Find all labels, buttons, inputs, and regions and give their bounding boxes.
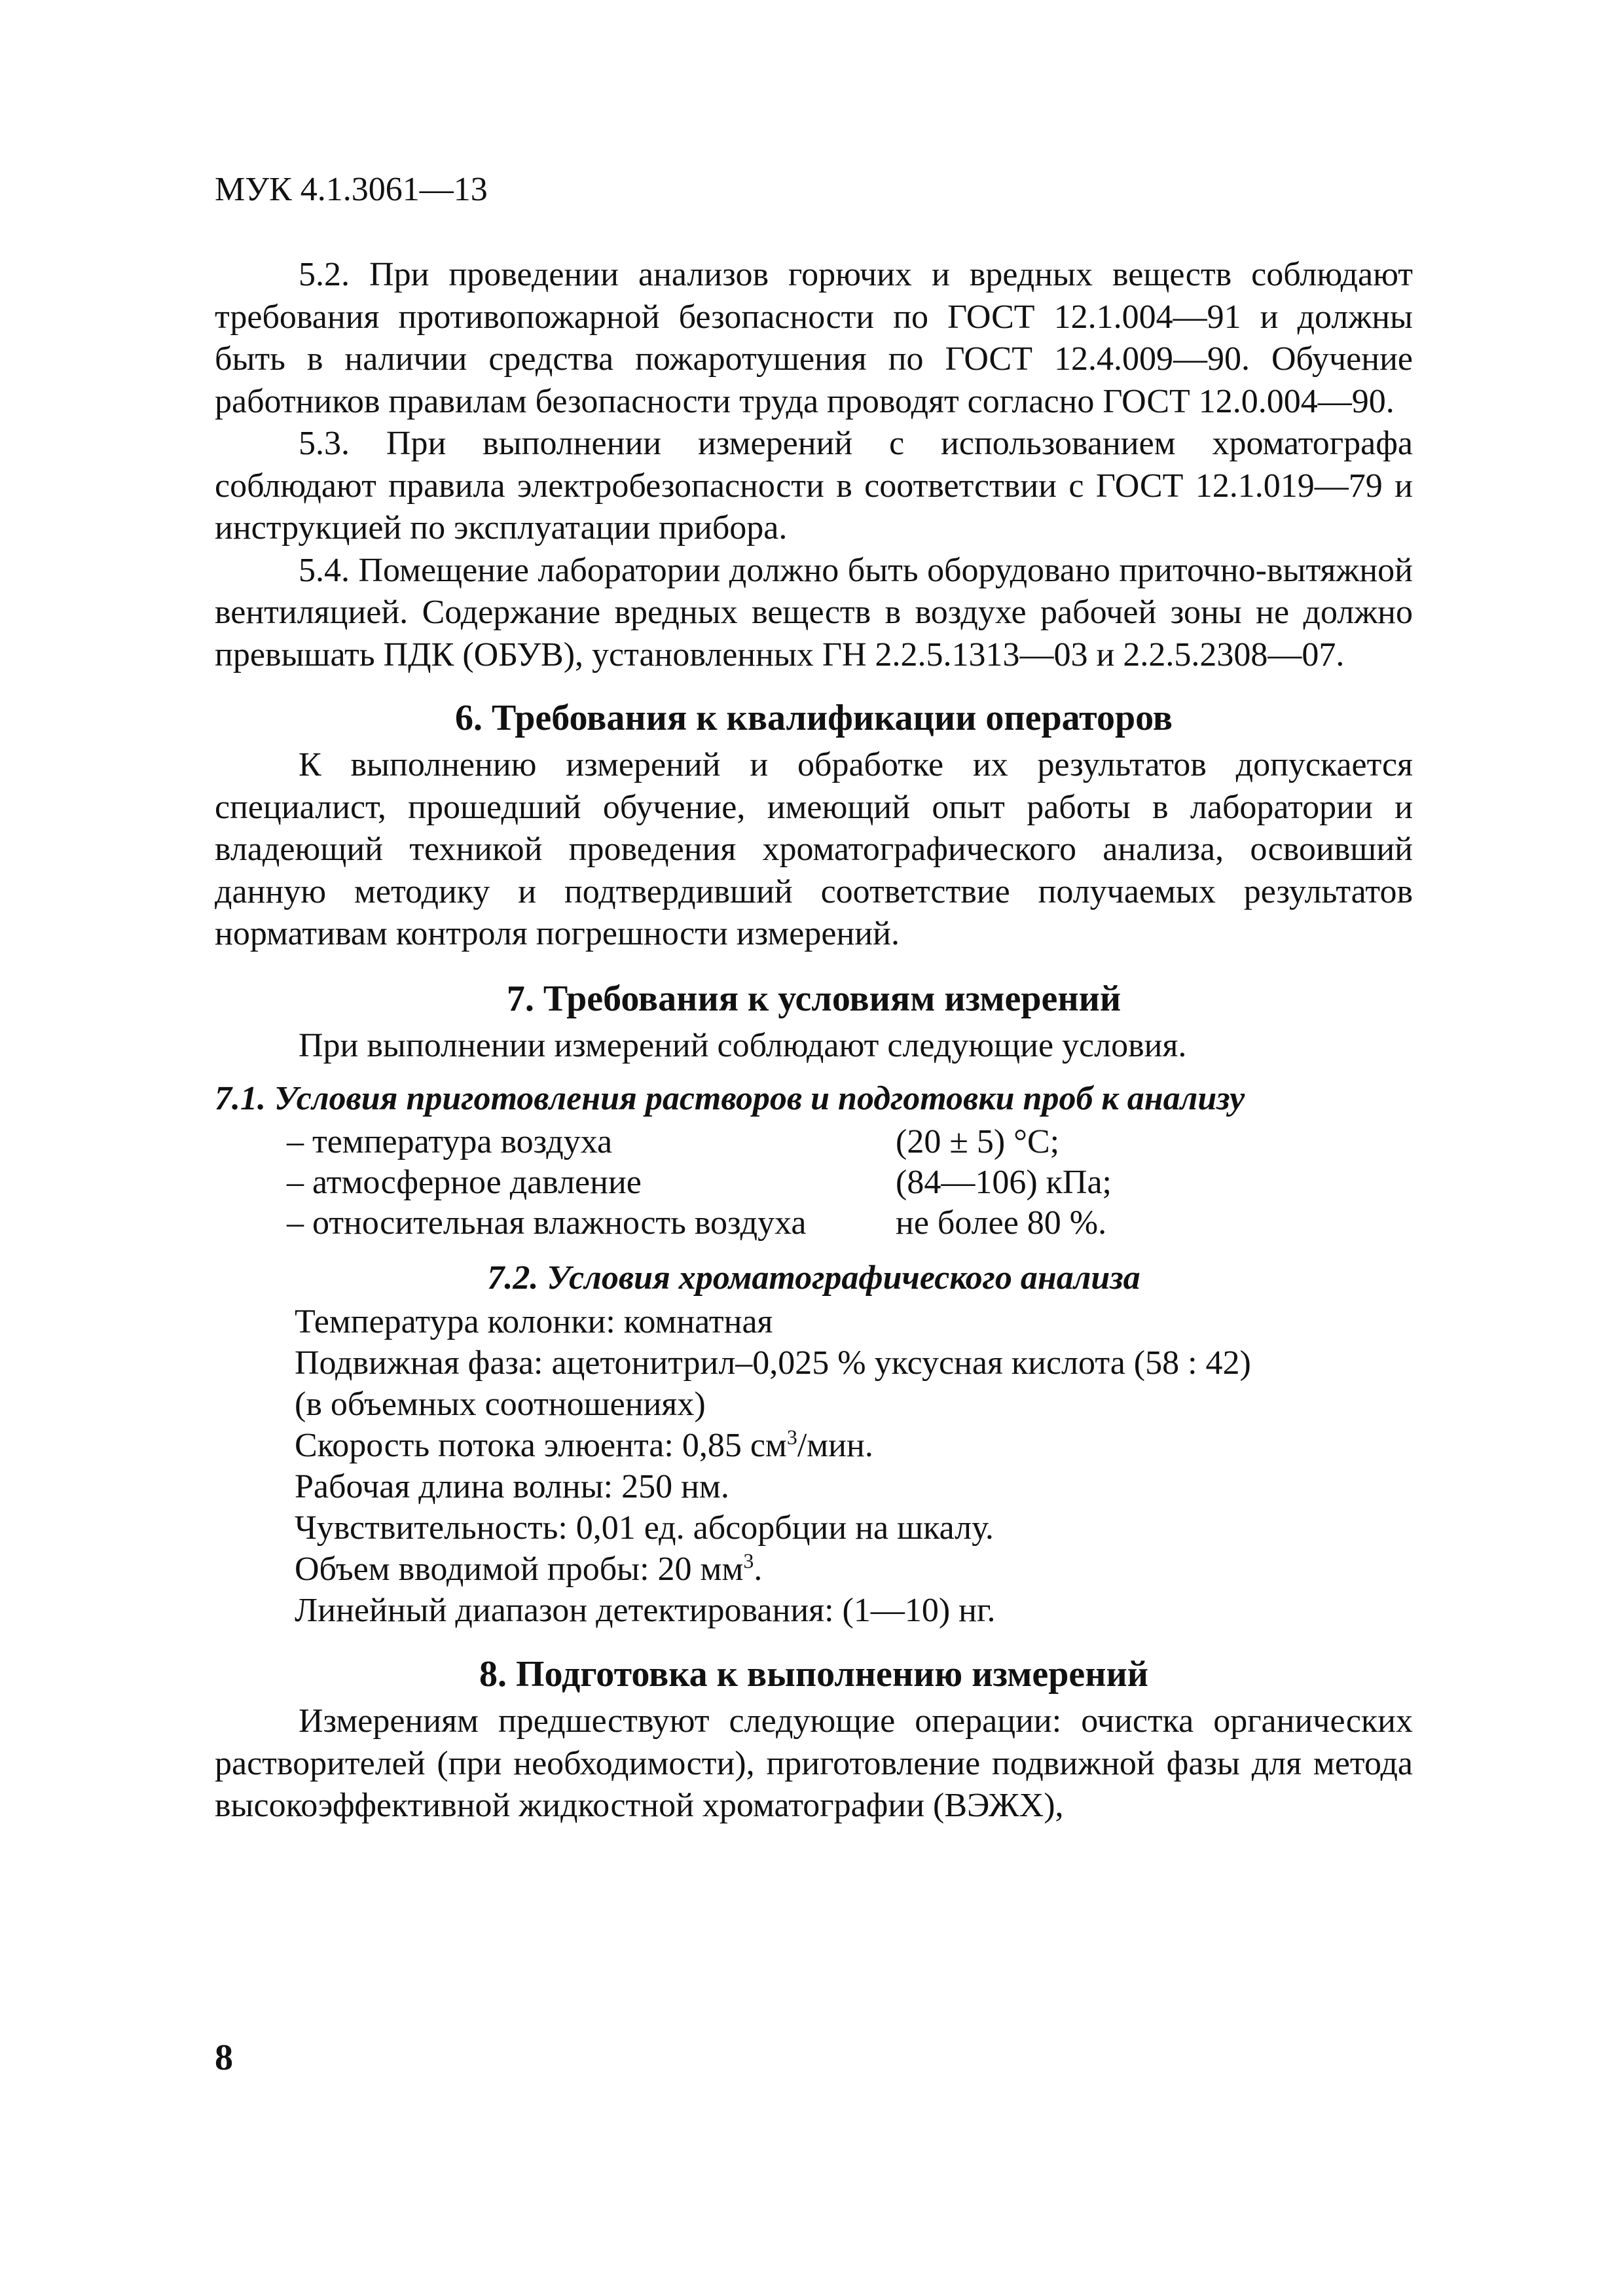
flow-rate-text: Скорость потока элюента: 0,85 см bbox=[295, 1427, 787, 1464]
mobile-phase: Подвижная фаза: ацетонитрил–0,025 % уксусная кислота (58 : 42) bbox=[295, 1344, 1251, 1382]
mobile-phase-note: (в объемных соотношениях) bbox=[295, 1386, 706, 1423]
wavelength: Рабочая длина волны: 250 нм. bbox=[295, 1468, 729, 1505]
flow-rate-unit: /мин. bbox=[797, 1427, 873, 1464]
condition-row bbox=[215, 1203, 1413, 1244]
paragraph-5-4: 5.4. Помещение лаборатории должно быть оборудовано приточно-вытяжной вентиляцией. Содержание вредных веществ в воздухе рабочей зоны не должно превышать ПДК (ОБУВ), установленных ГН 2.2.5.1313—03 и 2.2.5.2308—07. bbox=[215, 551, 1413, 673]
page-body bbox=[215, 254, 1413, 1827]
section-7-title: 7. Требования к условиям измерений bbox=[506, 978, 1122, 1019]
flow-rate bbox=[215, 1425, 1413, 1466]
injection-volume bbox=[215, 1549, 1413, 1590]
condition-name: – атмосферное давление bbox=[287, 1164, 642, 1201]
paragraph-5-3: 5.3. При выполнении измерений с использованием хроматографа соблюдают правила электробезопасности в соответствии с ГОСТ 12.1.019—79 и инструкцией по эксплуатации прибора. bbox=[215, 425, 1413, 547]
linear-range: Линейный диапазон детектирования: (1—10) нг. bbox=[295, 1592, 996, 1629]
injection-volume-period: . bbox=[754, 1551, 763, 1588]
column-temperature: Температура колонки: комнатная bbox=[295, 1303, 773, 1340]
section-8-text: Измерениям предшествуют следующие операции: очистка органических растворителей (при необходимости), приготовление подвижной фазы для метода высокоэффективной жидкостной хроматографии (ВЭЖХ), bbox=[215, 1702, 1413, 1824]
section-6-text: К выполнению измерений и обработке их результатов допускается специалист, прошедший обучение, имеющий опыт работы в лаборатории и владеющий техникой проведения хроматографического анализа, освоивший данную методику и подтвердивший соответствие получаемых результатов нормативам контроля погрешности измерений. bbox=[215, 746, 1413, 952]
condition-row bbox=[215, 1122, 1413, 1162]
condition-name: – относительная влажность воздуха bbox=[287, 1204, 807, 1242]
section-8-title: 8. Подготовка к выполнению измерений bbox=[479, 1654, 1148, 1695]
section-6-title: 6. Требования к квалификации операторов bbox=[455, 698, 1173, 738]
superscript-3: 3 bbox=[743, 1549, 754, 1573]
sensitivity: Чувствительность: 0,01 ед. абсорбции на шкалу. bbox=[295, 1509, 994, 1547]
condition-value: (84—106) кПа; bbox=[896, 1164, 1112, 1201]
superscript-3: 3 bbox=[786, 1425, 797, 1449]
condition-value: (20 ± 5) °С; bbox=[896, 1123, 1060, 1160]
conditions-list bbox=[215, 1122, 1413, 1244]
condition-name: – температура воздуха bbox=[287, 1123, 613, 1160]
section-7-intro: При выполнении измерений соблюдают следующие условия. bbox=[299, 1026, 1187, 1064]
paragraph-5-2: 5.2. При проведении анализов горючих и вредных веществ соблюдают требования противопожарной безопасности по ГОСТ 12.1.004—91 и должны быть в наличии средства пожаротушения по ГОСТ 12.4.009—90. Обучение работников правилам безопасности труда проводят согласно ГОСТ 12.0.004—90. bbox=[215, 256, 1413, 420]
condition-value: не более 80 %. bbox=[896, 1204, 1107, 1242]
condition-row bbox=[215, 1162, 1413, 1203]
page-number: 8 bbox=[215, 2037, 233, 2078]
document-code: МУК 4.1.3061—13 bbox=[215, 171, 488, 208]
subsection-7-2-title: 7.2. Условия хроматографического анализа bbox=[487, 1259, 1140, 1297]
chromatography-conditions bbox=[215, 1301, 1413, 1631]
subsection-7-1-title: 7.1. Условия приготовления растворов и подготовки проб к анализу bbox=[215, 1080, 1245, 1117]
injection-volume-text: Объем вводимой пробы: 20 мм bbox=[295, 1551, 744, 1588]
